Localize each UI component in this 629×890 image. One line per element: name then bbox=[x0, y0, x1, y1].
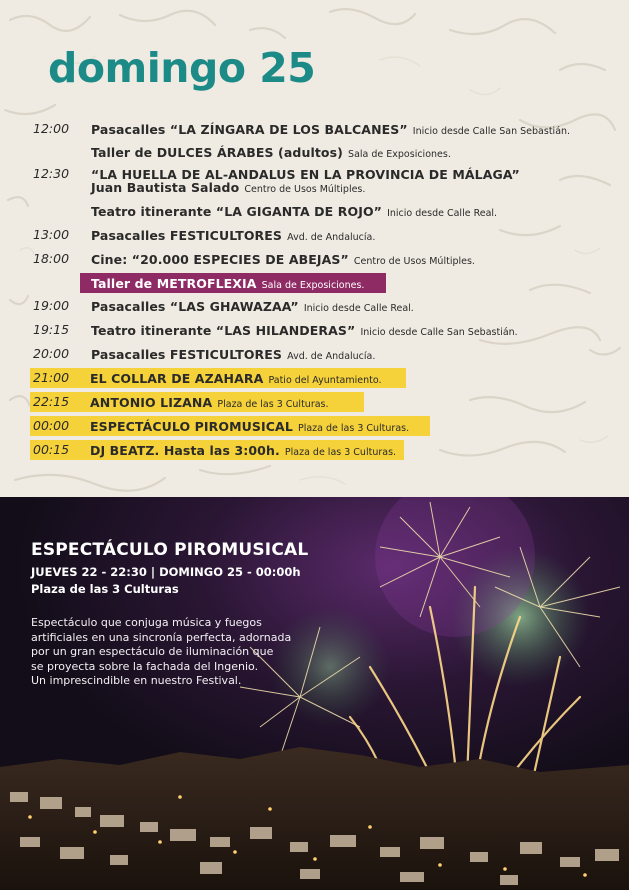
feature-info bbox=[31, 540, 331, 689]
event-location: Plaza de las 3 Culturas. bbox=[297, 423, 410, 434]
event-name: Pasacalles “LA ZÍNGARA DE LOS BALCANES” bbox=[91, 122, 408, 137]
feature-dates: JUEVES 22 - 22:30 | DOMINGO 25 - 00:00h bbox=[31, 565, 301, 579]
schedule-row bbox=[0, 166, 629, 200]
description-line: Espectáculo que conjuga música y fuegos bbox=[31, 616, 262, 629]
event-location: Inicio desde Calle San Sebastián. bbox=[360, 327, 518, 338]
description-line: Un imprescindible en nuestro Festival. bbox=[31, 674, 242, 687]
schedule-row-highlighted bbox=[0, 442, 629, 462]
event-time: 13:00 bbox=[33, 227, 70, 242]
feature-title: ESPECTÁCULO PIROMUSICAL bbox=[31, 540, 309, 560]
event-name: Taller de METROFLEXIA bbox=[91, 276, 257, 291]
schedule-row-highlighted bbox=[0, 418, 629, 438]
event-location: Avd. de Andalucía. bbox=[287, 351, 376, 362]
event-name: EL COLLAR DE AZAHARA bbox=[90, 371, 264, 386]
event-location: Inicio desde Calle Real. bbox=[303, 303, 414, 314]
schedule-row bbox=[0, 251, 629, 271]
description-line: por un gran espectáculo de iluminación que bbox=[31, 645, 274, 658]
event-name: “LA HUELLA DE AL-ANDALUS EN LA PROVINCIA DE MÁLAGA” bbox=[91, 167, 520, 182]
event-location: Sala de Exposiciones. bbox=[348, 149, 451, 160]
event-time: 00:15 bbox=[33, 442, 70, 457]
event-time: 20:00 bbox=[33, 346, 70, 361]
event-time: 18:00 bbox=[33, 251, 70, 266]
event-name: Teatro itinerante “LAS HILANDERAS” bbox=[91, 323, 356, 338]
schedule-row-highlighted bbox=[0, 394, 629, 414]
feature-place: Plaza de las 3 Culturas bbox=[31, 582, 179, 596]
event-location: Centro de Usos Múltiples. bbox=[244, 184, 366, 195]
event-name: Pasacalles FESTICULTORES bbox=[91, 347, 283, 362]
event-time: 19:15 bbox=[33, 322, 70, 337]
schedule-row-highlighted bbox=[0, 275, 629, 295]
event-name: DJ BEATZ. Hasta las 3:00h. bbox=[90, 443, 280, 458]
event-location: Inicio desde Calle Real. bbox=[387, 208, 498, 219]
schedule-row bbox=[0, 121, 629, 141]
event-name: ANTONIO LIZANA bbox=[90, 395, 213, 410]
schedule-row bbox=[0, 144, 629, 164]
event-location: Avd. de Andalucía. bbox=[287, 232, 376, 243]
event-location: Plaza de las 3 Culturas. bbox=[284, 447, 397, 458]
event-location: Centro de Usos Múltiples. bbox=[353, 256, 475, 267]
event-name: Pasacalles “LAS GHAWAZAA” bbox=[91, 299, 299, 314]
description-line: se proyecta sobre la fachada del Ingenio. bbox=[31, 659, 259, 673]
event-location: Inicio desde Calle San Sebastián. bbox=[412, 126, 571, 137]
schedule-row bbox=[0, 227, 629, 247]
event-name: Teatro itinerante “LA GIGANTA DE ROJO” bbox=[91, 204, 382, 219]
schedule-row bbox=[0, 203, 629, 223]
event-location: Plaza de las 3 Culturas. bbox=[217, 399, 329, 410]
event-name: ESPECTÁCULO PIROMUSICAL bbox=[90, 419, 293, 434]
event-time: 12:00 bbox=[33, 121, 70, 136]
fireworks-section bbox=[0, 497, 629, 890]
schedule-row-highlighted bbox=[0, 370, 629, 390]
feature-description bbox=[31, 616, 331, 689]
event-speaker: Juan Bautista Salado bbox=[91, 180, 240, 195]
event-time: 12:30 bbox=[33, 166, 70, 181]
event-name: Pasacalles FESTICULTORES bbox=[91, 228, 283, 243]
event-name: Cine: “20.000 ESPECIES DE ABEJAS” bbox=[91, 252, 349, 267]
schedule-row bbox=[0, 322, 629, 342]
event-name: Taller de DULCES ÁRABES (adultos) bbox=[91, 145, 343, 160]
event-time: 21:00 bbox=[33, 370, 70, 385]
event-time: 22:15 bbox=[33, 394, 70, 409]
schedule-row bbox=[0, 346, 629, 366]
event-location: Patio del Ayuntamiento. bbox=[268, 375, 382, 386]
event-location: Sala de Exposiciones. bbox=[261, 280, 365, 291]
description-line: artificiales en una sincronía perfecta, adornada bbox=[31, 630, 292, 644]
day-title: domingo 25 bbox=[48, 44, 316, 92]
event-time: 00:00 bbox=[33, 418, 70, 433]
schedule-row bbox=[0, 298, 629, 318]
event-time: 19:00 bbox=[33, 298, 70, 313]
